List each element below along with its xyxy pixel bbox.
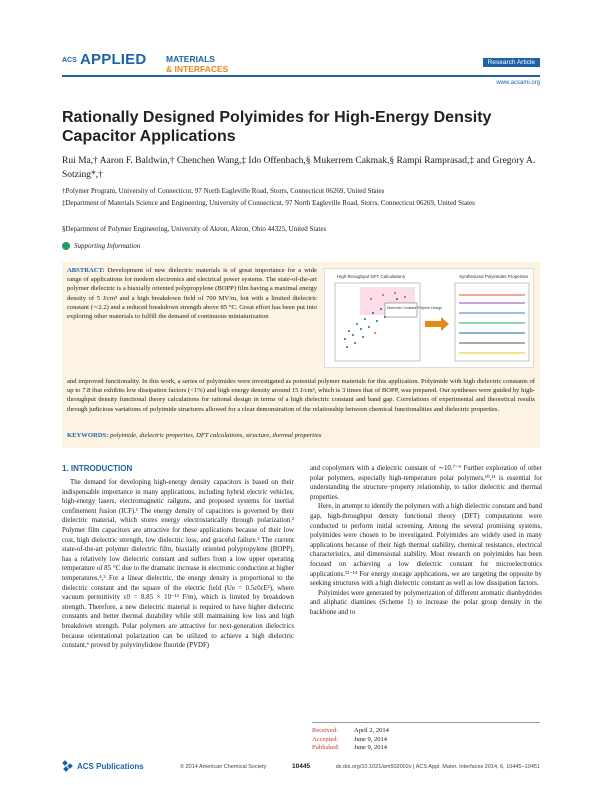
copyright: © 2014 American Chemical Society [180,764,267,770]
journal-url[interactable]: www.acsami.org [496,80,540,86]
date-received: Received: April 2, 2014 [312,727,389,734]
supporting-info-icon [62,242,70,250]
toc-left-title: High-throughput DFT Calculations [337,274,405,279]
acs-publications-icon [62,760,74,772]
publisher-name: ACS Publications [77,761,144,771]
logo-acs: ACS [62,57,77,64]
toc-graphic [324,268,534,368]
toc-right-title: Synthesized Polyimides Properties [459,274,529,279]
body-column-left [62,478,294,651]
paper-title: Rationally Designed Polyimides for High-Energy Density Capacitor Applications [62,109,492,145]
intro-paragraph-3: Here, in attempt to identify the polymers with a high dielectric constant and band gap, high-throughput density functional theory (DFT) computations were conducted to perform initial screening. Among the several promising systems, polyimides were chosen to be investigated. Polyimides are widely used in many applications because of their high thermal stability, chemical resistance, electrical characteristics, and dimensional stability. Most research on polyimides has been focused on achieving a low dielectric constant for microelectronics applications.¹²⁻¹⁴ For energy storage applications, we are targeting the opposite by seeking structures with a high dielectric constant as well as low dissipation factors. [310,503,542,588]
article-dates [312,722,540,753]
toc-callout-label: Dielectric Constant Polymer Design [387,306,443,310]
body-column-right [310,464,542,618]
acs-publications-logo[interactable] [62,760,144,772]
intro-paragraph-2: and copolymers with a dielectric constant of ∼10.⁷⁻⁹ Further exploration of other polar polymers, especially high-temperature polar polymers,¹⁰,¹¹ is essential for understanding the structure−property relationship, to tailor dielectric and thermal properties. [310,465,542,501]
page-number: 10445 [292,763,311,770]
abstract-text-left: Development of new dielectric materials is of great importance for a wide range of applications for modern electronics and electrical power systems. The state-of-the-art polymer dielectric is a biaxially oriented polypropylene (BOPP) film having a maximal energy density of 5 J/cm³ and a high breakdown field of 700 MV/m, but with a limited dielectric constant (∼2.2) and a reduced breakdown strength above 85 °C. Great effort has been put into exploring other materials to fulfill the demand of continuous miniaturization [67,267,318,321]
header-rule [62,75,540,77]
article-type-badge: Research Article [483,58,540,67]
abstract-label: ABSTRACT: [67,267,105,274]
abstract-text-bottom: and improved functionality. In this work, a series of polyimides were investigated as potential polymer materials for this application. Polyimide with high dielectric constants of up to 7.8 that exhibits low dissipation factors (<1%) and high energy density around 15 J/cm³, which is 3 times that of BOPP, was prepared. Our syntheses were guided by high-throughput density functional theory calculations for rational design in terms of a high dielectric constant and band gap. Correlations of experimental and theoretical results through judicious variations of polyimide structures allowed for a clear demonstration of the relationship between chemical functionalities and dielectric properties. [67,378,535,413]
date-accepted: Accepted: June 9, 2014 [312,735,388,743]
date-published: Published: June 9, 2014 [312,744,388,751]
logo-materials: MATERIALS [166,54,215,64]
author-list: Rui Ma,† Aaron F. Baldwin,† Chenchen Wang,‡ Ido Offenbach,§ Mukerrem Cakmak,§ Rampi Ramprasad,‡ and Gregory A. Sotzing*,† [62,156,536,180]
keywords-text: polyimide, dielectric properties, DFT calculations, structure, thermal properties [110,432,322,439]
section-heading-introduction: 1. INTRODUCTION [62,464,133,473]
logo-applied: APPLIED [80,51,147,68]
page-footer [62,760,540,774]
supporting-info-label: Supporting Information [74,242,141,250]
toc-graphic-svg [325,269,535,369]
affiliation-2: ‡Department of Materials Science and Engineering, University of Connecticut, 97 North Eagleville Road, Storrs, Connecticut 06269, United States [62,199,475,207]
affiliation-1: †Polymer Program, University of Connecticut, 97 North Eagleville Road, Storrs, Connecticut 06269, United States [62,187,385,195]
keywords [67,432,321,439]
affiliation-3: §Department of Polymer Engineering, University of Akron, Akron, Ohio 44325, United States [62,225,327,233]
intro-paragraph-4: Polyimides were generated by polymerization of different aromatic dianhydrides and aliphatic diamines (Scheme 1) to increase the polar group density in the backbone and to [310,589,542,616]
supporting-information-link[interactable] [62,242,140,250]
intro-paragraph-1: The demand for developing high-energy density capacitors is based on their indispensable importance in many applications, including hybrid electric vehicles, high-energy lasers, electromagnetic railguns, and proposed systems for inertial confinement fusion (ICF).¹ The energy density of capacitors is governed by their dielectric material, which stores energy electrostatically through polarization.² Polymer film capacitors are attractive for these applications because of their low cost, high dielectric strength, low dielectric loss, and graceful failure.³ The current state-of-the-art polymer dielectric film, biaxially oriented polypropylene (BOPP), has a relatively low dielectric constant and suffers from a low upper operating temperature of 85 °C due to the dramatic increase in electronic conduction at higher temperatures.⁴,⁵ For a linear dielectric, the energy density is proportional to the dielectric constant and the square of the electric field (Ue = 0.5ε0εE²), where vacuum permittivity ε0 = 8.85 × 10⁻¹² F/m), which is limited by breakdown strength. Therefore, a new dielectric material is required to have higher dielectric constants and better thermal durability while still maintaining low loss and high breakdown strength. Polar polymers are attractive for next-generation dielectrics because orientational polarization can be utilized to achieve a high dielectric constant,⁶ proved by polyvinylidene fluoride (PVDF) [62,479,294,650]
logo-interfaces: & INTERFACES [166,64,229,74]
keywords-label: KEYWORDS: [67,432,109,439]
abstract-text-top [67,266,317,321]
doi-citation[interactable]: dx.doi.org/10.1021/am502002v | ACS Appl. Mater. Interfaces 2014, 6, 10445−10451 [335,764,540,770]
abstract-box [62,262,540,448]
toc-arrow-icon [425,317,449,331]
